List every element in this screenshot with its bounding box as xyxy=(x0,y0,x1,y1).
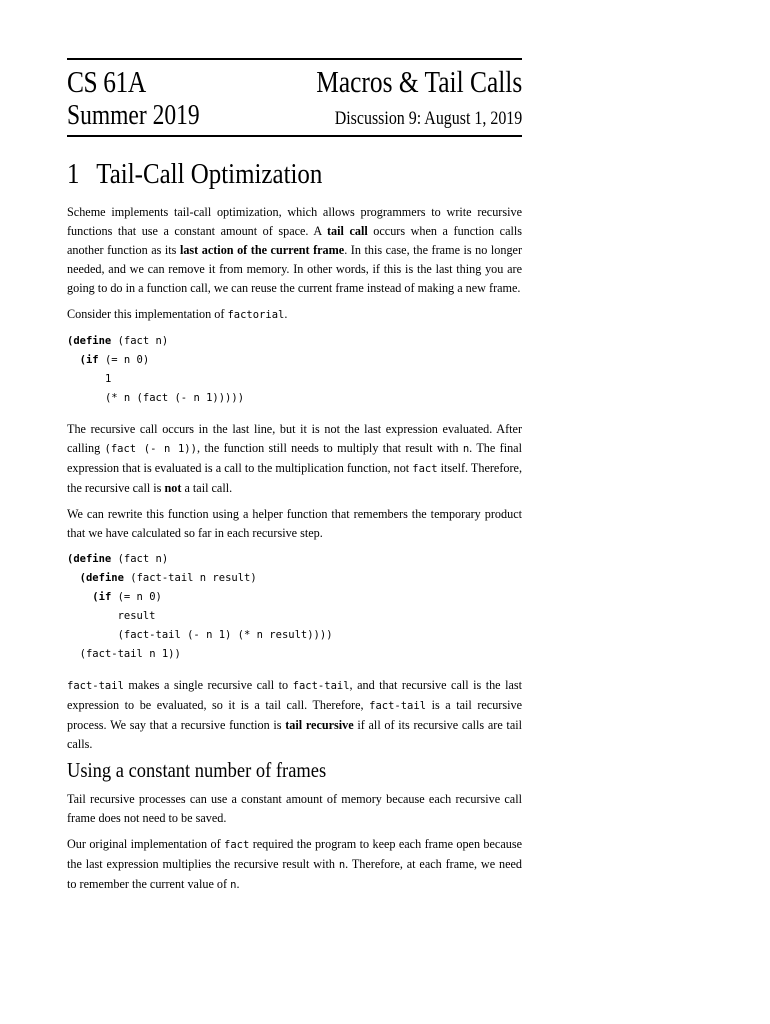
code-line xyxy=(67,591,162,603)
code-text: (fact-tail n result) xyxy=(123,572,257,584)
text: The recursive call occurs in the last line, but it is not the last expression evaluated. After calling xyxy=(67,422,522,455)
text: is a tail recursive process. We say that a recursive function is xyxy=(67,698,522,732)
code-block-fact-tail xyxy=(67,550,522,664)
course-name: CS 61A xyxy=(67,64,146,99)
text: Our original implementation of xyxy=(67,837,225,851)
text: Tail recursive processes can use a constant amount of memory because each recursive call frame does not need to be saved. xyxy=(67,792,522,825)
text: We can rewrite this function using a helper function that remembers the temporary product that we have calculated so far in each recursive step. xyxy=(67,507,522,540)
text: Consider this implementation of xyxy=(67,307,228,321)
discussion-info: Discussion 9: August 1, 2019 xyxy=(334,108,522,129)
code-keyword: (if xyxy=(92,591,112,603)
paragraph-intro xyxy=(67,203,522,298)
text: , and that recursive call is the last expression to be evaluated, so it is a tail call. Therefore, xyxy=(67,678,522,712)
bold-not: not xyxy=(164,481,182,495)
code-line xyxy=(67,572,257,584)
header-top-rule xyxy=(67,58,522,60)
code-line xyxy=(67,610,156,622)
text: if all of its recursive calls are tail calls. xyxy=(67,718,522,751)
paragraph-fact-tail xyxy=(67,676,522,754)
code-line xyxy=(67,354,149,366)
code-text: result xyxy=(117,610,156,622)
code-line xyxy=(67,629,333,641)
text: . The final expression that is evaluated is a call to the multiplication function, not xyxy=(67,441,522,475)
text: required the program to keep each frame open because the last expression multiplies the recursive result with xyxy=(67,837,522,871)
document-title: Macros & Tail Calls xyxy=(315,64,522,99)
code-text: (fact n) xyxy=(111,553,169,565)
code-text: (= n 0) xyxy=(111,591,162,603)
inline-code: n xyxy=(230,879,237,891)
text: a tail call. xyxy=(181,481,233,495)
inline-code: n xyxy=(462,443,470,455)
paragraph-original-impl xyxy=(67,835,522,895)
code-text: (* n (fact (- n 1))))) xyxy=(104,392,245,404)
bold-term-tail-call: tail call xyxy=(327,224,368,238)
code-text: 1 xyxy=(104,373,112,385)
code-line xyxy=(67,392,244,404)
text: , the function still needs to multiply that result with xyxy=(196,441,463,455)
header-row-2 xyxy=(67,100,522,132)
section-number: 1 xyxy=(67,158,80,190)
text: makes a single recursive call to xyxy=(123,678,293,692)
inline-code: n xyxy=(338,859,346,871)
text: occurs when a function calls another function as its xyxy=(67,224,522,257)
subsection-heading: Using a constant number of frames xyxy=(67,758,327,782)
inline-code: fact xyxy=(412,463,438,475)
inline-code: fact xyxy=(224,839,250,851)
paragraph-rewrite xyxy=(67,505,522,543)
text: . In this case, the frame is no longer needed, and we can remove it from memory. In other words, if this is the last thing you are going to do in a function call, we can reuse the current frame instead of making a new frame. xyxy=(67,243,522,295)
paragraph-consider xyxy=(67,305,522,325)
inline-code: fact-tail xyxy=(369,700,427,712)
code-keyword: (define xyxy=(67,335,112,347)
section-title: Tail-Call Optimization xyxy=(96,158,323,190)
code-keyword: (if xyxy=(79,354,99,366)
code-keyword: (define xyxy=(79,572,124,584)
header-row-1 xyxy=(67,64,522,100)
code-keyword: (define xyxy=(67,553,112,565)
text: . Therefore, at each frame, we need to remember the current value of xyxy=(67,857,522,891)
code-line xyxy=(67,648,181,660)
course-term: Summer 2019 xyxy=(67,100,200,131)
text: Scheme implements tail-call optimization, which allows programmers to write recursive functions that use a constant amount of space. A xyxy=(67,205,522,238)
code-line xyxy=(67,553,168,565)
bold-phrase-last-action: last action of the current frame xyxy=(179,243,345,257)
code-block-fact xyxy=(67,332,522,408)
inline-code: fact-tail xyxy=(292,680,350,692)
body-content xyxy=(67,203,522,902)
text: itself. Therefore, the recursive call is xyxy=(67,461,522,495)
code-text: (fact-tail (- n 1) (* n result)))) xyxy=(117,629,333,641)
bold-tail-recursive: tail recursive xyxy=(285,718,354,732)
inline-code: fact-tail xyxy=(67,680,124,692)
code-text: (= n 0) xyxy=(98,354,150,366)
text: . xyxy=(284,307,288,321)
code-line xyxy=(67,373,111,385)
text: . xyxy=(236,877,240,891)
paragraph-recursive-call xyxy=(67,420,522,498)
header-bottom-rule xyxy=(67,135,522,137)
section-heading xyxy=(67,158,322,191)
inline-code: (fact (- n 1)) xyxy=(104,443,197,455)
code-text: (fact-tail n 1)) xyxy=(79,648,181,660)
inline-code: factorial xyxy=(227,309,285,321)
code-text: (fact n) xyxy=(111,335,169,347)
code-line xyxy=(67,335,168,347)
paragraph-constant-memory xyxy=(67,790,522,828)
